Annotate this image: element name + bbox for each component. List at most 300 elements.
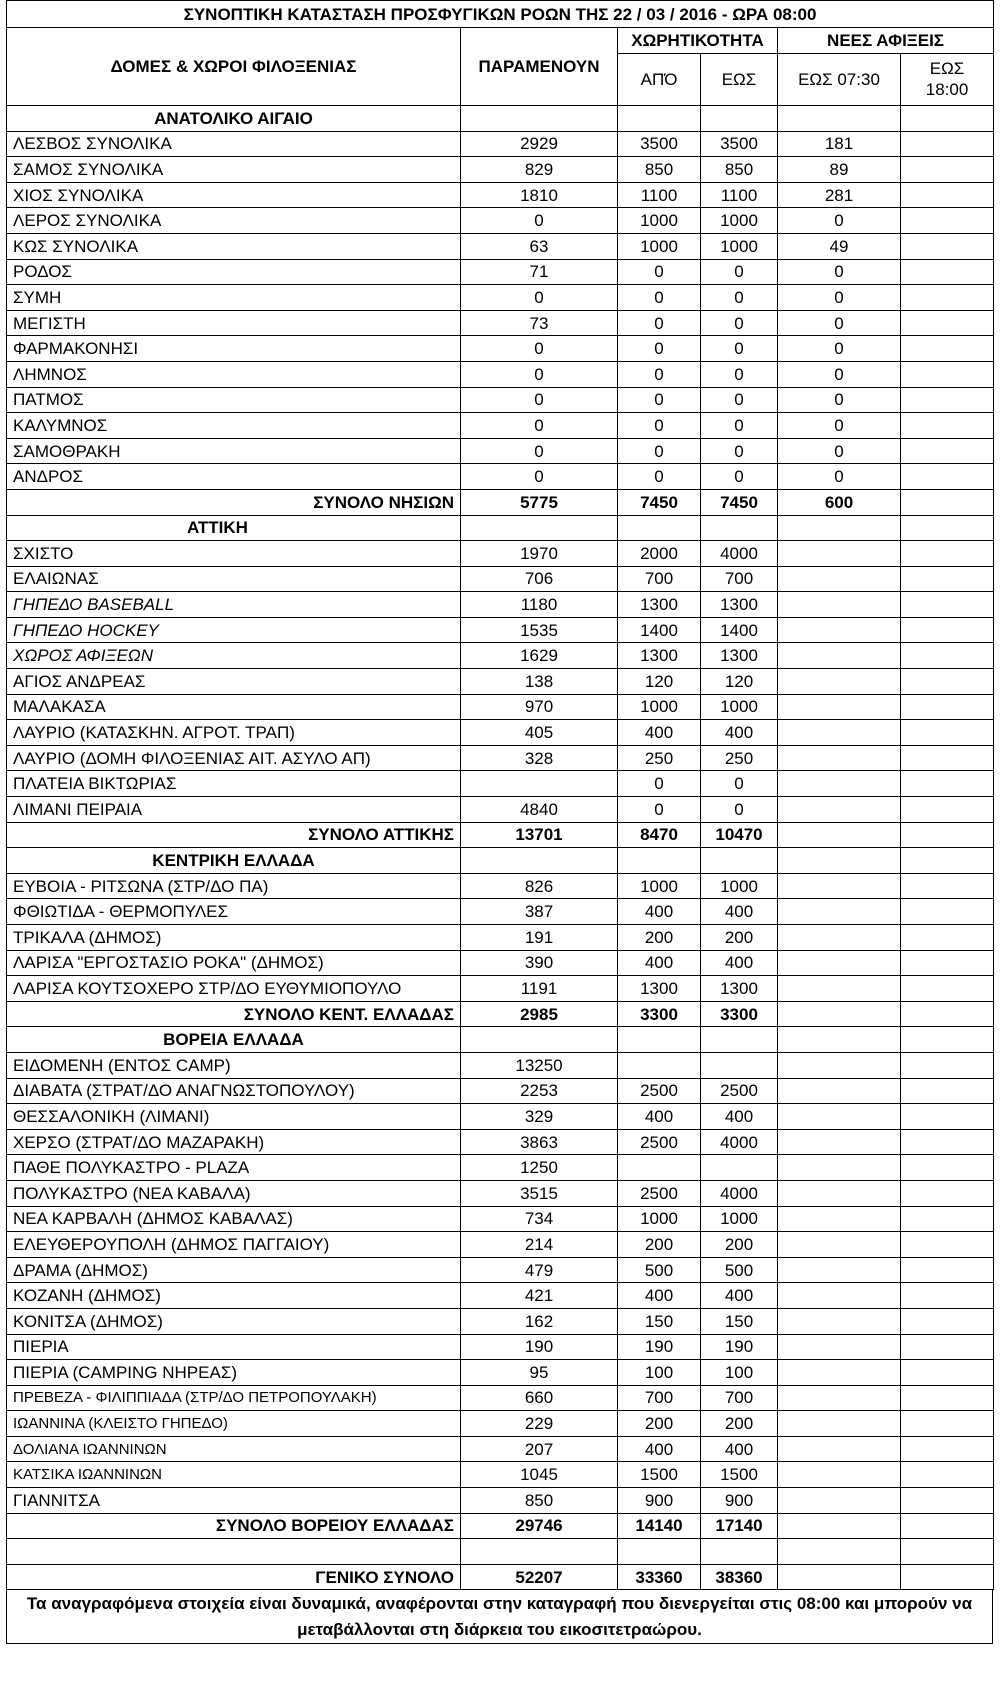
structure-name-cell: ΓΗΠΕΔΟ HOCKEY (7, 617, 461, 643)
capacity-from-cell: 1000 (618, 208, 701, 234)
capacity-to-cell (701, 1052, 778, 1078)
capacity-to-cell: 0 (701, 438, 778, 464)
structure-name-cell: ΚΑΤΣΙΚΑ ΙΩΑΝΝΙΝΩΝ (7, 1462, 461, 1488)
table-row (7, 1411, 994, 1437)
structure-name-cell: ΦΑΡΜΑΚΟΝΗΣΙ (7, 336, 461, 362)
arrivals-0730-cell: 0 (778, 259, 901, 285)
capacity-to-cell: 1000 (701, 694, 778, 720)
table-row (7, 771, 994, 797)
structure-name-cell: ΚΟΖΑΝΗ (ΔΗΜΟΣ) (7, 1283, 461, 1309)
arrivals-1800-cell (901, 1180, 994, 1206)
arrivals-1800-cell (901, 464, 994, 490)
structure-name-cell: ΙΩΑΝΝΙΝΑ (ΚΛΕΙΣΤΟ ΓΗΠΕΔΟ) (7, 1411, 461, 1437)
structure-name-cell: ΓΗΠΕΔΟ BASEBALL (7, 592, 461, 618)
arrivals-1800-cell (901, 566, 994, 592)
footnote-table (6, 1589, 993, 1644)
capacity-from-cell: 8470 (618, 822, 701, 848)
arrivals-0730-cell (778, 1334, 901, 1360)
empty-cell (901, 1539, 994, 1565)
capacity-to-cell: 3500 (701, 131, 778, 157)
capacity-from-cell: 0 (618, 771, 701, 797)
arrivals-1800-cell (901, 310, 994, 336)
remaining-cell: 0 (461, 387, 618, 413)
capacity-to-cell: 700 (701, 566, 778, 592)
capacity-from-cell: 200 (618, 1411, 701, 1437)
table-row (7, 1155, 994, 1181)
empty-cell (461, 848, 618, 874)
capacity-from-cell: 400 (618, 899, 701, 925)
remaining-cell: 190 (461, 1334, 618, 1360)
capacity-from-cell (618, 1155, 701, 1181)
capacity-from-cell: 1100 (618, 182, 701, 208)
empty-cell (778, 848, 901, 874)
remaining-cell: 1045 (461, 1462, 618, 1488)
structure-name-cell: ΠΑΤΜΟΣ (7, 387, 461, 413)
empty-cell (701, 1539, 778, 1565)
header-capacity: ΧΩΡΗΤΙΚΟΤΗΤΑ (618, 28, 778, 54)
arrivals-1800-cell (901, 259, 994, 285)
capacity-from-cell: 0 (618, 285, 701, 311)
table-row (7, 1257, 994, 1283)
arrivals-0730-cell: 0 (778, 438, 901, 464)
total-row (7, 1001, 994, 1027)
capacity-to-cell: 0 (701, 285, 778, 311)
section-row (7, 1027, 994, 1053)
remaining-cell: 95 (461, 1360, 618, 1386)
table-row (7, 1180, 994, 1206)
remaining-cell: 138 (461, 669, 618, 695)
arrivals-1800-cell (901, 1564, 994, 1590)
total-row (7, 1513, 994, 1539)
capacity-to-cell: 400 (701, 720, 778, 746)
structure-name-cell: ΛΑΡΙΣΑ "ΕΡΓΟΣΤΑΣΙΟ ΡΟΚΑ" (ΔΗΜΟΣ) (7, 950, 461, 976)
capacity-from-cell: 0 (618, 259, 701, 285)
capacity-to-cell: 4000 (701, 1129, 778, 1155)
arrivals-0730-cell: 181 (778, 131, 901, 157)
capacity-from-cell: 14140 (618, 1513, 701, 1539)
empty-cell (901, 106, 994, 132)
table-row (7, 1283, 994, 1309)
section-heading: ΑΤΤΙΚΗ (7, 515, 461, 541)
arrivals-0730-cell (778, 1488, 901, 1514)
arrivals-0730-cell (778, 797, 901, 823)
table-row (7, 797, 994, 823)
capacity-from-cell: 0 (618, 413, 701, 439)
arrivals-1800-cell (901, 336, 994, 362)
structure-name-cell: ΑΓΙΟΣ ΑΝΔΡΕΑΣ (7, 669, 461, 695)
capacity-from-cell: 7450 (618, 489, 701, 515)
arrivals-1800-cell (901, 541, 994, 567)
arrivals-1800-cell (901, 976, 994, 1002)
arrivals-0730-cell (778, 1436, 901, 1462)
remaining-cell: 0 (461, 464, 618, 490)
remaining-cell: 1191 (461, 976, 618, 1002)
remaining-cell: 328 (461, 745, 618, 771)
empty-cell (901, 1027, 994, 1053)
table-row (7, 899, 994, 925)
arrivals-1800-cell (901, 131, 994, 157)
table-row (7, 131, 994, 157)
sheet-title: ΣΥΝΟΠΤΙΚΗ ΚΑΤΑΣΤΑΣΗ ΠΡΟΣΦΥΓΙΚΩΝ ΡΟΩΝ ΤΗΣ 22 / 03 / 2016 - ΩΡΑ 08:00 (7, 1, 994, 28)
table-row (7, 1360, 994, 1386)
capacity-from-cell: 2500 (618, 1129, 701, 1155)
remaining-cell: 479 (461, 1257, 618, 1283)
capacity-to-cell: 1300 (701, 976, 778, 1002)
table-row (7, 1206, 994, 1232)
table-row (7, 694, 994, 720)
arrivals-0730-cell (778, 873, 901, 899)
arrivals-0730-cell: 0 (778, 285, 901, 311)
capacity-from-cell: 1300 (618, 643, 701, 669)
capacity-from-cell: 850 (618, 157, 701, 183)
capacity-to-cell: 0 (701, 464, 778, 490)
structure-name-cell: ΕΥΒΟΙΑ - ΡΙΤΣΩΝΑ (ΣΤΡ/ΔΟ ΠΑ) (7, 873, 461, 899)
structure-name-cell: ΛΗΜΝΟΣ (7, 361, 461, 387)
remaining-cell: 0 (461, 336, 618, 362)
structure-name-cell: ΔΙΑΒΑΤΑ (ΣΤΡΑΤ/ΔΟ ΑΝΑΓΝΩΣΤΟΠΟΥΛΟΥ) (7, 1078, 461, 1104)
empty-cell (618, 515, 701, 541)
remaining-cell: 0 (461, 438, 618, 464)
structure-name-cell: ΓΕΝΙΚΟ ΣΥΝΟΛΟ (7, 1564, 461, 1590)
arrivals-0730-cell (778, 1001, 901, 1027)
empty-cell (901, 515, 994, 541)
capacity-to-cell: 1000 (701, 233, 778, 259)
remaining-cell: 850 (461, 1488, 618, 1514)
capacity-to-cell: 4000 (701, 1180, 778, 1206)
arrivals-0730-cell (778, 592, 901, 618)
arrivals-1800-cell (901, 1488, 994, 1514)
remaining-cell: 660 (461, 1385, 618, 1411)
capacity-to-cell: 1100 (701, 182, 778, 208)
arrivals-1800-cell (901, 617, 994, 643)
structure-name-cell: ΧΙΟΣ ΣΥΝΟΛΙΚΑ (7, 182, 461, 208)
total-row (7, 822, 994, 848)
arrivals-1800-cell (901, 873, 994, 899)
arrivals-0730-cell: 49 (778, 233, 901, 259)
arrivals-0730-cell (778, 822, 901, 848)
empty-cell (461, 515, 618, 541)
capacity-from-cell: 120 (618, 669, 701, 695)
remaining-cell: 1629 (461, 643, 618, 669)
structure-name-cell: ΧΕΡΣΟ (ΣΤΡΑΤ/ΔΟ ΜΑΖΑΡΑΚΗ) (7, 1129, 461, 1155)
table-row (7, 745, 994, 771)
arrivals-1800-cell (901, 1052, 994, 1078)
capacity-to-cell: 100 (701, 1360, 778, 1386)
capacity-to-cell: 2500 (701, 1078, 778, 1104)
arrivals-0730-cell (778, 1129, 901, 1155)
structure-name-cell: ΠΟΛΥΚΑΣΤΡΟ (ΝΕΑ ΚΑΒΑΛΑ) (7, 1180, 461, 1206)
structure-name-cell: ΣΧΙΣΤΟ (7, 541, 461, 567)
empty-cell (618, 1539, 701, 1565)
capacity-to-cell: 0 (701, 797, 778, 823)
structure-name-cell: ΝΕΑ ΚΑΡΒΑΛΗ (ΔΗΜΟΣ ΚΑΒΑΛΑΣ) (7, 1206, 461, 1232)
arrivals-1800-cell (901, 1078, 994, 1104)
table-row (7, 541, 994, 567)
capacity-to-cell: 7450 (701, 489, 778, 515)
capacity-to-cell: 400 (701, 1283, 778, 1309)
footnote: Τα αναγραφόμενα στοιχεία είναι δυναμικά, αναφέρονται στην καταγραφή που διενεργείται στις 08:00 και μπορούν να μεταβάλλονται στη διάρκεια του εικοσιτετραώρου. (7, 1590, 993, 1644)
table-row (7, 438, 994, 464)
capacity-to-cell: 1000 (701, 208, 778, 234)
arrivals-0730-cell (778, 1283, 901, 1309)
arrivals-0730-cell (778, 745, 901, 771)
table-row (7, 617, 994, 643)
capacity-from-cell: 33360 (618, 1564, 701, 1590)
capacity-from-cell: 0 (618, 464, 701, 490)
capacity-to-cell (701, 1155, 778, 1181)
remaining-cell: 52207 (461, 1564, 618, 1590)
capacity-to-cell: 150 (701, 1308, 778, 1334)
capacity-to-cell: 0 (701, 336, 778, 362)
table-row (7, 285, 994, 311)
capacity-to-cell: 120 (701, 669, 778, 695)
arrivals-1800-cell (901, 413, 994, 439)
remaining-cell: 970 (461, 694, 618, 720)
refugee-flows-sheet (6, 0, 993, 1644)
structure-name-cell: ΡΟΔΟΣ (7, 259, 461, 285)
arrivals-1800-cell (901, 745, 994, 771)
capacity-to-cell: 200 (701, 1411, 778, 1437)
structure-name-cell: ΛΕΣΒΟΣ ΣΥΝΟΛΙΚΑ (7, 131, 461, 157)
arrivals-1800-cell (901, 1436, 994, 1462)
arrivals-1800-cell (901, 208, 994, 234)
table-row (7, 1104, 994, 1130)
section-heading: ΑΝΑΤΟΛΙΚΟ ΑΙΓΑΙΟ (7, 106, 461, 132)
arrivals-1800-cell (901, 438, 994, 464)
section-row (7, 848, 994, 874)
capacity-from-cell: 1300 (618, 592, 701, 618)
remaining-cell: 2929 (461, 131, 618, 157)
table-row (7, 592, 994, 618)
remaining-cell: 229 (461, 1411, 618, 1437)
structure-name-cell: ΦΘΙΩΤΙΔΑ - ΘΕΡΜΟΠΥΛΕΣ (7, 899, 461, 925)
capacity-to-cell: 1500 (701, 1462, 778, 1488)
table-row (7, 873, 994, 899)
table-row (7, 1232, 994, 1258)
header-until-0730: ΕΩΣ 07:30 (778, 54, 901, 106)
arrivals-1800-cell (901, 1360, 994, 1386)
structure-name-cell: ΠΙΕΡΙΑ (CAMPING ΝΗΡΕΑΣ) (7, 1360, 461, 1386)
arrivals-0730-cell (778, 694, 901, 720)
empty-cell (701, 848, 778, 874)
arrivals-1800-cell (901, 720, 994, 746)
table-row (7, 1436, 994, 1462)
arrivals-0730-cell: 600 (778, 489, 901, 515)
empty-cell (461, 1027, 618, 1053)
capacity-from-cell: 700 (618, 566, 701, 592)
capacity-from-cell: 200 (618, 1232, 701, 1258)
capacity-from-cell: 190 (618, 1334, 701, 1360)
arrivals-1800-cell (901, 925, 994, 951)
arrivals-1800-cell (901, 1385, 994, 1411)
capacity-from-cell: 200 (618, 925, 701, 951)
arrivals-0730-cell (778, 1513, 901, 1539)
arrivals-1800-cell (901, 387, 994, 413)
header-remaining: ΠΑΡΑΜΕΝΟΥΝ (461, 28, 618, 106)
section-heading: ΒΟΡΕΙΑ ΕΛΛΑΔΑ (7, 1027, 461, 1053)
capacity-from-cell: 700 (618, 1385, 701, 1411)
arrivals-0730-cell (778, 1180, 901, 1206)
capacity-from-cell: 250 (618, 745, 701, 771)
remaining-cell: 214 (461, 1232, 618, 1258)
structure-name-cell: ΠΙΕΡΙΑ (7, 1334, 461, 1360)
arrivals-0730-cell (778, 1308, 901, 1334)
remaining-cell: 73 (461, 310, 618, 336)
capacity-to-cell: 700 (701, 1385, 778, 1411)
capacity-to-cell: 1000 (701, 873, 778, 899)
table-row (7, 182, 994, 208)
arrivals-1800-cell (901, 1308, 994, 1334)
structure-name-cell: ΠΡΕΒΕΖΑ - ΦΙΛΙΠΠΙΑΔΑ (ΣΤΡ/ΔΟ ΠΕΤΡΟΠΟΥΛΑΚΗ) (7, 1385, 461, 1411)
remaining-cell: 71 (461, 259, 618, 285)
capacity-to-cell: 250 (701, 745, 778, 771)
remaining-cell: 826 (461, 873, 618, 899)
capacity-from-cell (618, 1052, 701, 1078)
structure-name-cell: ΣΥΝΟΛΟ ΒΟΡΕΙΟΥ ΕΛΛΑΔΑΣ (7, 1513, 461, 1539)
empty-cell (701, 106, 778, 132)
capacity-from-cell: 0 (618, 361, 701, 387)
capacity-from-cell: 0 (618, 310, 701, 336)
remaining-cell: 0 (461, 285, 618, 311)
total-row (7, 489, 994, 515)
remaining-cell: 706 (461, 566, 618, 592)
capacity-from-cell: 400 (618, 950, 701, 976)
remaining-cell: 1970 (461, 541, 618, 567)
arrivals-0730-cell (778, 669, 901, 695)
header-row-1 (7, 28, 994, 54)
remaining-cell: 63 (461, 233, 618, 259)
capacity-to-cell: 0 (701, 259, 778, 285)
arrivals-1800-cell (901, 1513, 994, 1539)
capacity-from-cell: 2500 (618, 1180, 701, 1206)
structure-name-cell: ΚΩΣ ΣΥΝΟΛΙΚΑ (7, 233, 461, 259)
table-row (7, 361, 994, 387)
empty-cell (618, 848, 701, 874)
structure-name-cell: ΛΑΥΡΙΟ (ΔΟΜΗ ΦΙΛΟΞΕΝΙΑΣ ΑΙΤ. ΑΣΥΛΟ ΑΠ) (7, 745, 461, 771)
arrivals-0730-cell: 0 (778, 413, 901, 439)
capacity-to-cell: 17140 (701, 1513, 778, 1539)
arrivals-1800-cell (901, 669, 994, 695)
table-row (7, 1078, 994, 1104)
remaining-cell: 13250 (461, 1052, 618, 1078)
remaining-cell: 1180 (461, 592, 618, 618)
table-row (7, 1052, 994, 1078)
capacity-from-cell: 400 (618, 1283, 701, 1309)
capacity-from-cell: 0 (618, 387, 701, 413)
structure-name-cell: ΧΩΡΟΣ ΑΦΙΞΕΩΝ (7, 643, 461, 669)
arrivals-0730-cell (778, 1360, 901, 1386)
section-row (7, 515, 994, 541)
capacity-to-cell: 0 (701, 771, 778, 797)
remaining-cell: 1250 (461, 1155, 618, 1181)
structure-name-cell: ΚΑΛΥΜΝΟΣ (7, 413, 461, 439)
capacity-from-cell: 100 (618, 1360, 701, 1386)
arrivals-0730-cell (778, 1411, 901, 1437)
structure-name-cell: ΕΛΑΙΩΝΑΣ (7, 566, 461, 592)
capacity-to-cell: 4000 (701, 541, 778, 567)
header-to: ΕΩΣ (701, 54, 778, 106)
table-row (7, 925, 994, 951)
capacity-from-cell: 1000 (618, 694, 701, 720)
table-row (7, 1334, 994, 1360)
arrivals-0730-cell (778, 1104, 901, 1130)
arrivals-1800-cell (901, 361, 994, 387)
structure-name-cell: ΔΟΛΙΑΝΑ ΙΩΑΝΝΙΝΩΝ (7, 1436, 461, 1462)
arrivals-0730-cell (778, 1385, 901, 1411)
footnote-row (7, 1590, 993, 1644)
table-row (7, 387, 994, 413)
arrivals-0730-cell (778, 720, 901, 746)
capacity-to-cell: 1300 (701, 643, 778, 669)
arrivals-1800-cell (901, 899, 994, 925)
arrivals-0730-cell (778, 771, 901, 797)
capacity-from-cell: 400 (618, 1436, 701, 1462)
remaining-cell: 405 (461, 720, 618, 746)
structure-name-cell: ΘΕΣΣΑΛΟΝΙΚΗ (ΛΙΜΑΝΙ) (7, 1104, 461, 1130)
table-row (7, 976, 994, 1002)
structure-name-cell: ΣΥΝΟΛΟ ΚΕΝΤ. ΕΛΛΑΔΑΣ (7, 1001, 461, 1027)
arrivals-1800-cell (901, 157, 994, 183)
capacity-to-cell: 190 (701, 1334, 778, 1360)
capacity-from-cell: 3300 (618, 1001, 701, 1027)
capacity-to-cell: 900 (701, 1488, 778, 1514)
table-row (7, 310, 994, 336)
arrivals-1800-cell (901, 592, 994, 618)
structure-name-cell: ΛΑΥΡΙΟ (ΚΑΤΑΣΚΗΝ. ΑΓΡΟΤ. ΤΡΑΠ) (7, 720, 461, 746)
arrivals-1800-cell (901, 1232, 994, 1258)
arrivals-0730-cell: 0 (778, 387, 901, 413)
capacity-from-cell: 1000 (618, 873, 701, 899)
empty-cell (701, 515, 778, 541)
arrivals-1800-cell (901, 1411, 994, 1437)
arrivals-0730-cell: 0 (778, 464, 901, 490)
capacity-from-cell: 2500 (618, 1078, 701, 1104)
section-row (7, 106, 994, 132)
structure-name-cell: ΤΡΙΚΑΛΑ (ΔΗΜΟΣ) (7, 925, 461, 951)
table-row (7, 720, 994, 746)
capacity-to-cell: 1300 (701, 592, 778, 618)
structure-name-cell: ΣΑΜΟΣ ΣΥΝΟΛΙΚΑ (7, 157, 461, 183)
capacity-from-cell: 1300 (618, 976, 701, 1002)
table-row (7, 1385, 994, 1411)
arrivals-0730-cell (778, 925, 901, 951)
remaining-cell: 3863 (461, 1129, 618, 1155)
table-row (7, 259, 994, 285)
structure-name-cell: ΛΑΡΙΣΑ ΚΟΥΤΣΟΧΕΡΟ ΣΤΡ/ΔΟ ΕΥΘΥΜΙΟΠΟΥΛΟ (7, 976, 461, 1002)
capacity-to-cell: 400 (701, 1436, 778, 1462)
arrivals-0730-cell (778, 899, 901, 925)
empty-cell (778, 1539, 901, 1565)
structure-name-cell: ΚΟΝΙΤΣΑ (ΔΗΜΟΣ) (7, 1308, 461, 1334)
capacity-from-cell: 400 (618, 1104, 701, 1130)
table-row (7, 208, 994, 234)
arrivals-1800-cell (901, 771, 994, 797)
capacity-from-cell: 1400 (618, 617, 701, 643)
header-new-arrivals: ΝΕΕΣ ΑΦΙΞΕΙΣ (778, 28, 994, 54)
remaining-cell: 5775 (461, 489, 618, 515)
structure-name-cell: ΜΑΛΑΚΑΣΑ (7, 694, 461, 720)
arrivals-1800-cell (901, 950, 994, 976)
arrivals-1800-cell (901, 233, 994, 259)
capacity-from-cell: 1000 (618, 1206, 701, 1232)
structure-name-cell: ΑΝΔΡΟΣ (7, 464, 461, 490)
capacity-to-cell: 0 (701, 387, 778, 413)
arrivals-0730-cell (778, 1232, 901, 1258)
header-from: ΑΠΌ (618, 54, 701, 106)
arrivals-1800-cell (901, 1129, 994, 1155)
arrivals-1800-cell (901, 182, 994, 208)
arrivals-0730-cell (778, 617, 901, 643)
